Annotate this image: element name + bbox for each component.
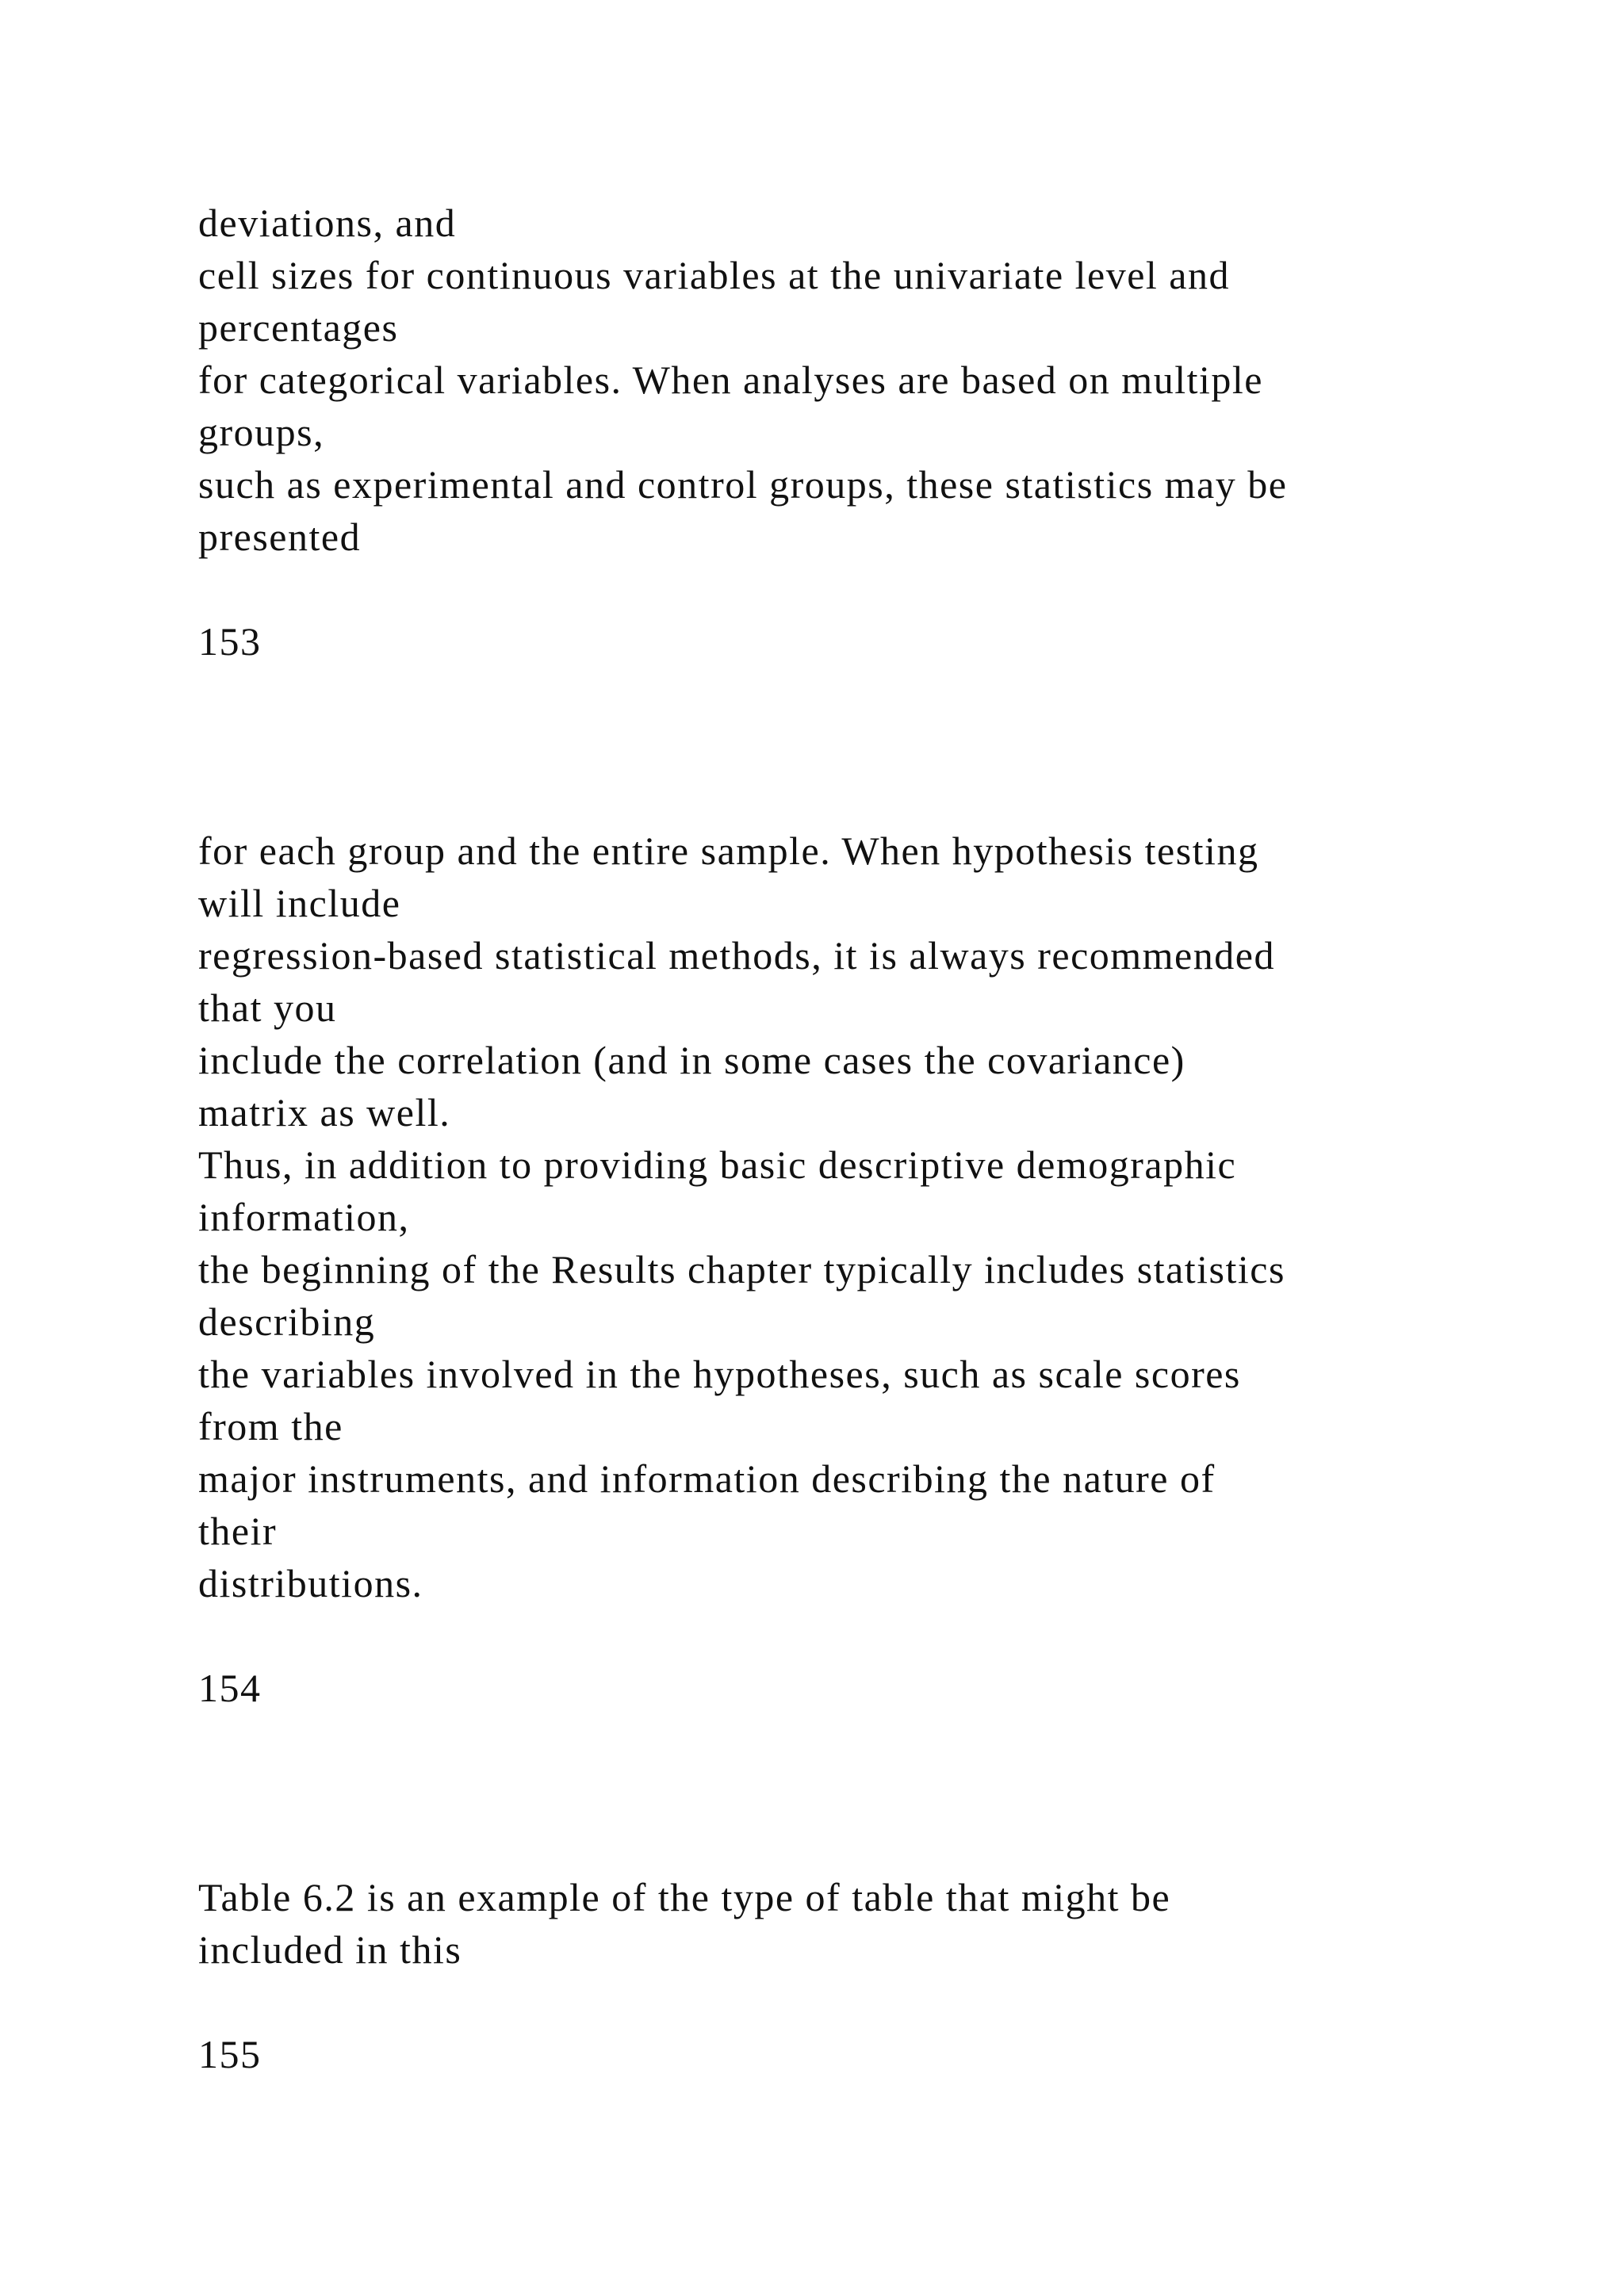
text-line: information, bbox=[198, 1195, 410, 1239]
text-line: presented bbox=[198, 515, 362, 559]
text-line: include the correlation (and in some cases the covariance) bbox=[198, 1038, 1185, 1082]
paragraph-descriptive-statistics bbox=[198, 197, 1594, 563]
text-line: groups, bbox=[198, 410, 325, 454]
page-number-153 bbox=[198, 615, 1594, 668]
text-line: from the bbox=[198, 1404, 343, 1448]
text-line: for each group and the entire sample. When hypothesis testing bbox=[198, 828, 1259, 873]
text-line: describing bbox=[198, 1299, 376, 1344]
text-line: cell sizes for continuous variables at the univariate level and bbox=[198, 253, 1230, 297]
text-line: percentages bbox=[198, 305, 399, 350]
text-line: the variables involved in the hypotheses, such as scale scores bbox=[198, 1352, 1241, 1396]
page-number: 153 bbox=[198, 619, 262, 664]
text-line: matrix as well. bbox=[198, 1090, 451, 1135]
page-number: 155 bbox=[198, 2032, 262, 2076]
page-number: 154 bbox=[198, 1666, 262, 1710]
text-line: the beginning of the Results chapter typically includes statistics bbox=[198, 1247, 1285, 1292]
paragraph-regression-methods bbox=[198, 825, 1594, 1609]
paragraph-table-reference bbox=[198, 1871, 1594, 1976]
text-line: deviations, and bbox=[198, 201, 457, 245]
text-line: included in this bbox=[198, 1927, 462, 1972]
text-line: that you bbox=[198, 985, 337, 1030]
page-number-154 bbox=[198, 1662, 1594, 1714]
page-number-155 bbox=[198, 2028, 1594, 2080]
text-line: their bbox=[198, 1509, 278, 1553]
text-line: Thus, in addition to providing basic descriptive demographic bbox=[198, 1142, 1237, 1187]
text-line: Table 6.2 is an example of the type of table that might be bbox=[198, 1875, 1171, 1919]
text-line: for categorical variables. When analyses are based on multiple bbox=[198, 358, 1263, 402]
text-line: distributions. bbox=[198, 1561, 423, 1605]
text-line: will include bbox=[198, 881, 401, 925]
text-line: regression-based statistical methods, it is always recommended bbox=[198, 933, 1275, 978]
text-line: major instruments, and information describing the nature of bbox=[198, 1456, 1216, 1501]
text-line: such as experimental and control groups, these statistics may be bbox=[198, 462, 1288, 507]
